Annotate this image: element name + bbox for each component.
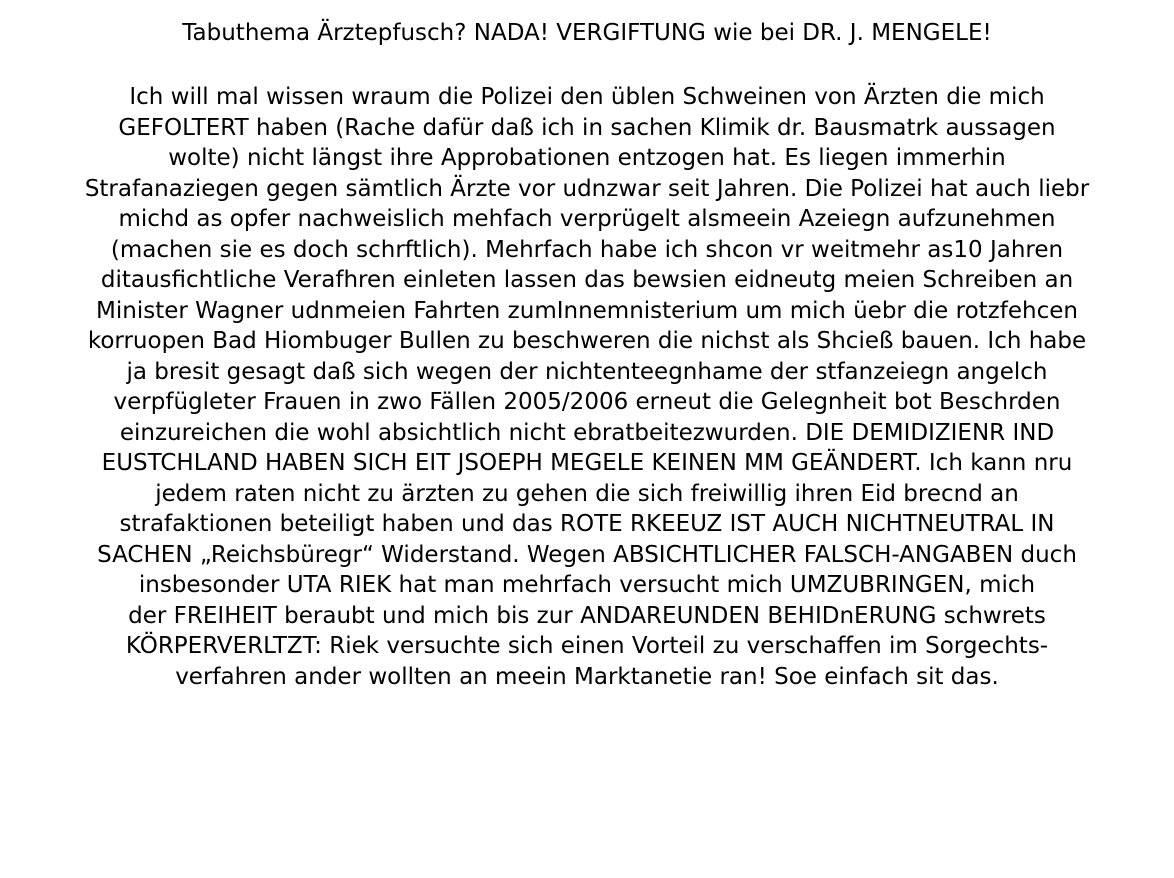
body-line: verpfügleter Frauen in zwo Fällen 2005/2006 erneut die Gelegnheit bot Beschrden (113, 389, 1061, 415)
body-line: Ich will mal wissen wraum die Polizei den üblen Schweinen von Ärzten die mich (129, 84, 1045, 110)
body-line: der FREIHEIT beraubt und mich bis zur ANDAREUNDEN BEHIDnERUNG schwrets (128, 602, 1046, 629)
body-line: Strafanaziegen gegen sämtlich Ärzte vor udnzwar seit Jahren. Die Polizei hat auch liebr (84, 175, 1090, 202)
body-line: (machen sie es doch schrftlich). Mehrfach habe ich shcon vr weitmehr as10 Jahren (110, 236, 1064, 263)
body-line: ja bresit gesagt daß sich wegen der nichtenteegnhame der stfanzeiegn angelch (126, 358, 1048, 385)
body-line: wolte) nicht längst ihre Approbationen entzogen hat. Es liegen immerhin (168, 145, 1006, 171)
body-line: KÖRPERVERLTZT: Riek versuchte sich einen Vorteil zu verschaffen im Sorgechts- (125, 633, 1049, 659)
body-line: SACHEN „Reichsbüregr“ Widerstand. Wegen ABSICHTLICHER FALSCH-ANGABEN duch (97, 541, 1077, 568)
body-line: Minister Wagner udnmeien Fahrten zumInnemnisterium um mich üebr die rotzfehcen (96, 297, 1078, 324)
body-line: strafaktionen beteiligt haben und das ROTE RKEEUZ IST AUCH NICHTNEUTRAL IN (119, 511, 1055, 537)
body-line: EUSTCHLAND HABEN SICH EIT JSOEPH MEGELE KEINEN MM GEÄNDERT. Ich kann nru (101, 450, 1073, 476)
body-line: insbesonder UTA RIEK hat man mehrfach versucht mich UMZUBRINGEN, mich (138, 572, 1036, 598)
body-line: jedem raten nicht zu ärzten zu gehen die sich freiwillig ihren Eid brecnd an (155, 480, 1019, 507)
body-line: michd as opfer nachweislich mehfach verprügelt alsmeein Azeiegn aufzunehmen (118, 206, 1056, 232)
body-line: verfahren ander wollten an meein Marktanetie ran! Soe einfach sit das. (175, 663, 999, 690)
slide-body-text (20, 82, 1154, 692)
body-line: GEFOLTERT haben (Rache dafür daß ich in sachen Klimik dr. Bausmatrk aussagen (118, 114, 1056, 141)
body-line: korruopen Bad Hiombuger Bullen zu beschweren die nichst als Shcieß bauen. Ich habe (87, 328, 1087, 354)
body-line: ditausfichtliche Verafhren einleten lassen das bewsien eidneutg meien Schreiben an (100, 267, 1074, 293)
body-line: einzureichen die wohl absichtlich nicht ebratbeitezwurden. DIE DEMIDIZIENR IND (119, 419, 1055, 446)
slide-title: Tabuthema Ärztepfusch? NADA! VERGIFTUNG wie bei DR. J. MENGELE! (182, 20, 992, 46)
